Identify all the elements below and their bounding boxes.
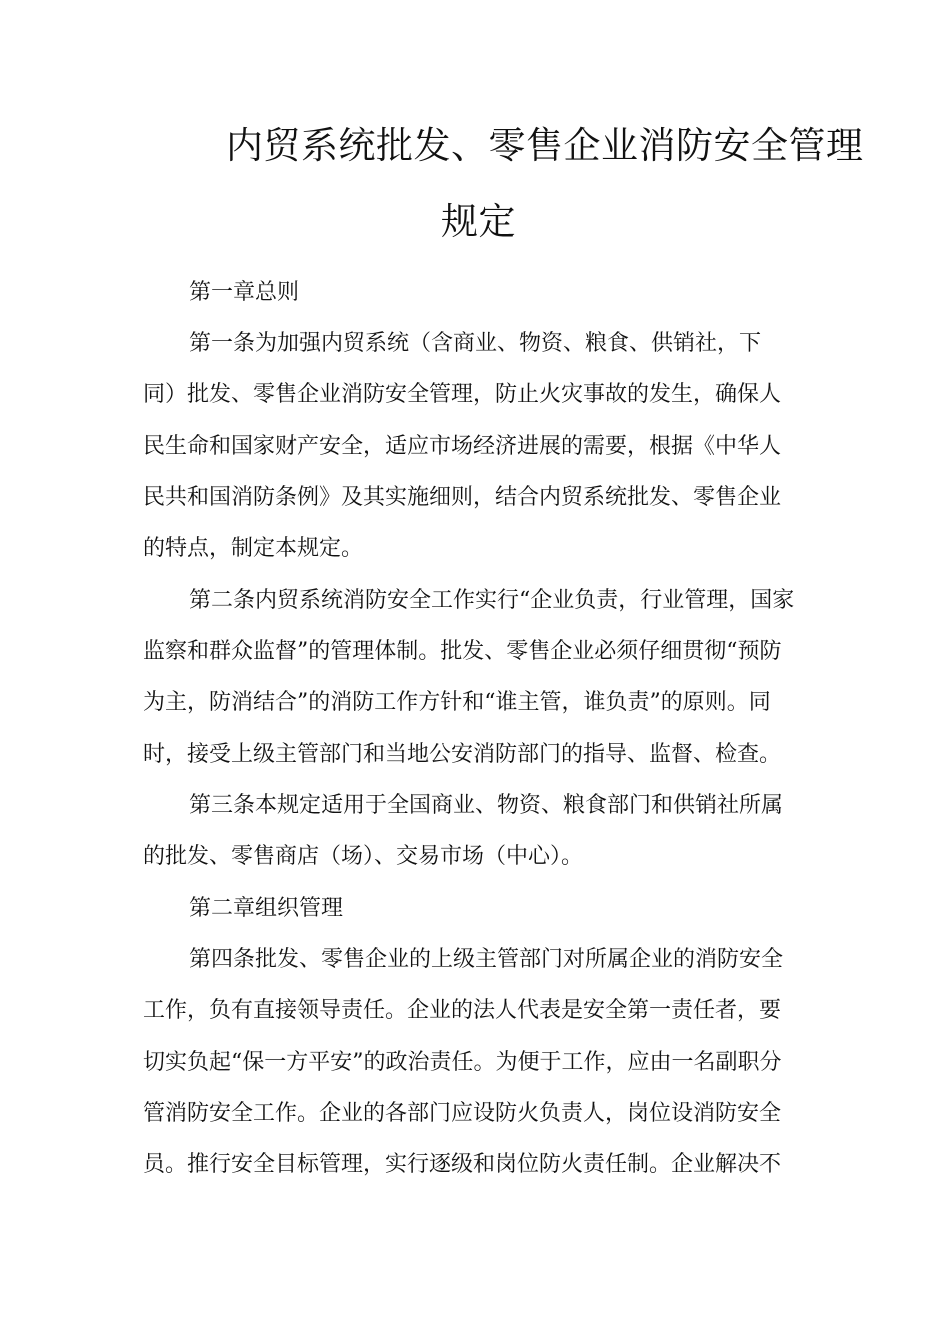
body-line: 第二条内贸系统消防安全工作实行“企业负责，行业管理，国家	[189, 588, 795, 613]
body-line: 监察和群众监督”的管理体制。批发、零售企业必须仔细贯彻“预防	[143, 639, 782, 664]
body-line: 员。推行安全目标管理，实行逐级和岗位防火责任制。企业解决不	[143, 1152, 782, 1177]
document-title-line-2: 规定	[441, 200, 516, 243]
body-line: 的批发、零售商店（场）、交易市场（中心）。	[143, 844, 584, 869]
body-line: 民共和国消防条例》及其实施细则，结合内贸系统批发、零售企业	[143, 485, 782, 510]
body-line: 为主，防消结合”的消防工作方针和“谁主管，谁负责”的原则。同	[143, 690, 771, 715]
body-line: 民生命和国家财产安全，适应市场经济进展的需要，根据《中华人	[143, 434, 782, 459]
body-line: 管消防安全工作。企业的各部门应设防火负责人，岗位设消防安全	[143, 1101, 782, 1126]
body-line: 工作，负有直接领导责任。企业的法人代表是安全第一责任者，要	[143, 998, 782, 1023]
chapter-heading: 第一章总则	[189, 280, 300, 305]
body-line: 同）批发、零售企业消防安全管理，防止火灾事故的发生，确保人	[143, 382, 782, 407]
body-line: 时，接受上级主管部门和当地公安消防部门的指导、监督、检查。	[143, 742, 782, 767]
body-line: 第四条批发、零售企业的上级主管部门对所属企业的消防安全	[189, 947, 784, 972]
document-title-line-1: 内贸系统批发、零售企业消防安全管理	[226, 124, 864, 167]
body-line: 切实负起“保一方平安”的政治责任。为便于工作，应由一名副职分	[143, 1050, 782, 1075]
chapter-heading: 第二章组织管理	[189, 896, 344, 921]
body-line: 第三条本规定适用于全国商业、物资、粮食部门和供销社所属	[189, 793, 784, 818]
body-line: 的特点，制定本规定。	[143, 536, 364, 561]
body-line: 第一条为加强内贸系统（含商业、物资、粮食、供销社，下	[189, 331, 762, 356]
